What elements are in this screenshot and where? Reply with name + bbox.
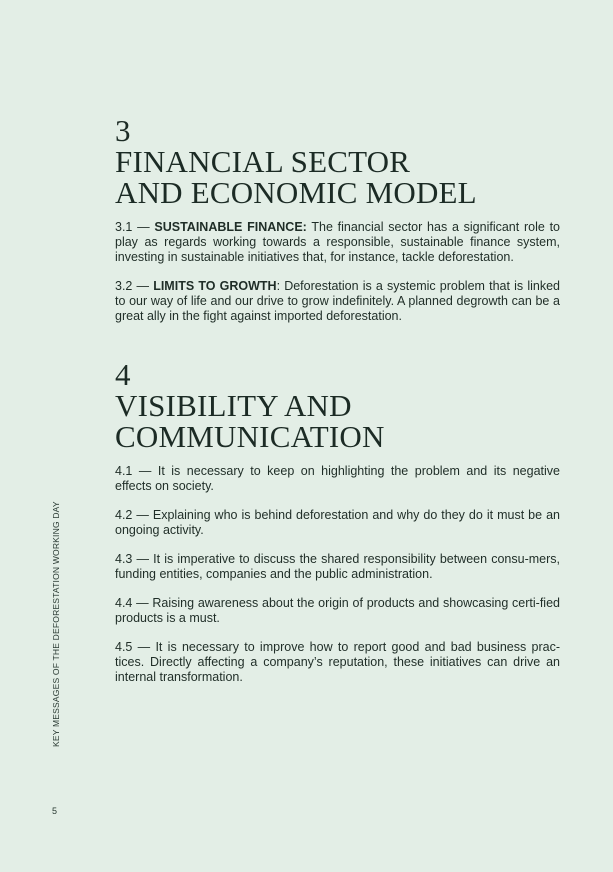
item-prefix: 3.1 — xyxy=(115,220,155,234)
section-3 xyxy=(115,113,561,338)
section-title xyxy=(115,390,560,452)
page-number: 5 xyxy=(52,806,58,816)
section-number: 3 xyxy=(115,113,131,148)
section-number: 4 xyxy=(115,357,131,392)
item-label: LIMITS TO GROWTH xyxy=(153,279,277,293)
item-3-1 xyxy=(115,220,560,265)
section-title-line: FINANCIAL SECTOR xyxy=(115,144,411,179)
item-label: SUSTAINABLE FINANCE: xyxy=(154,220,307,234)
item-prefix: 3.2 — xyxy=(115,279,154,293)
item-4-3: 4.3 — It is imperative to discuss the shared responsibility between consu-mers, funding entities, companies and the public administration. xyxy=(115,552,560,581)
section-title-line: VISIBILITY AND xyxy=(115,388,352,423)
section-4 xyxy=(115,357,560,699)
item-text: The financial sector has a significant role to play as regards working towards a responsible, sustainable finance system, investing in sustainable initiatives that, for instance, tackle deforestation. xyxy=(115,220,561,264)
running-header: KEY MESSAGES OF THE DEFORESTATION WORKING DAY xyxy=(51,501,61,747)
item-4-5: 4.5 — It is necessary to improve how to report good and bad business prac-tices. Directly affecting a company’s reputation, these initiatives can drive an internal transformation. xyxy=(115,640,560,684)
item-text: : Deforestation is a systemic problem that is linked to our way of life and our drive to grow indefinitely. A planned degrowth can be a great ally in the fight against imported deforestation. xyxy=(115,279,560,323)
item-4-2: 4.2 — Explaining who is behind deforestation and why do they do it must be an ongoing activity. xyxy=(115,508,560,537)
section-title-line: AND ECONOMIC MODEL xyxy=(115,175,477,210)
item-4-1: 4.1 — It is necessary to keep on highlighting the problem and its negative effects on society. xyxy=(115,464,560,493)
section-title-line: COMMUNICATION xyxy=(115,419,385,454)
item-3-2 xyxy=(115,279,560,324)
item-4-4: 4.4 — Raising awareness about the origin of products and showcasing certi-fied products is a must. xyxy=(115,596,560,625)
section-title xyxy=(115,146,560,208)
